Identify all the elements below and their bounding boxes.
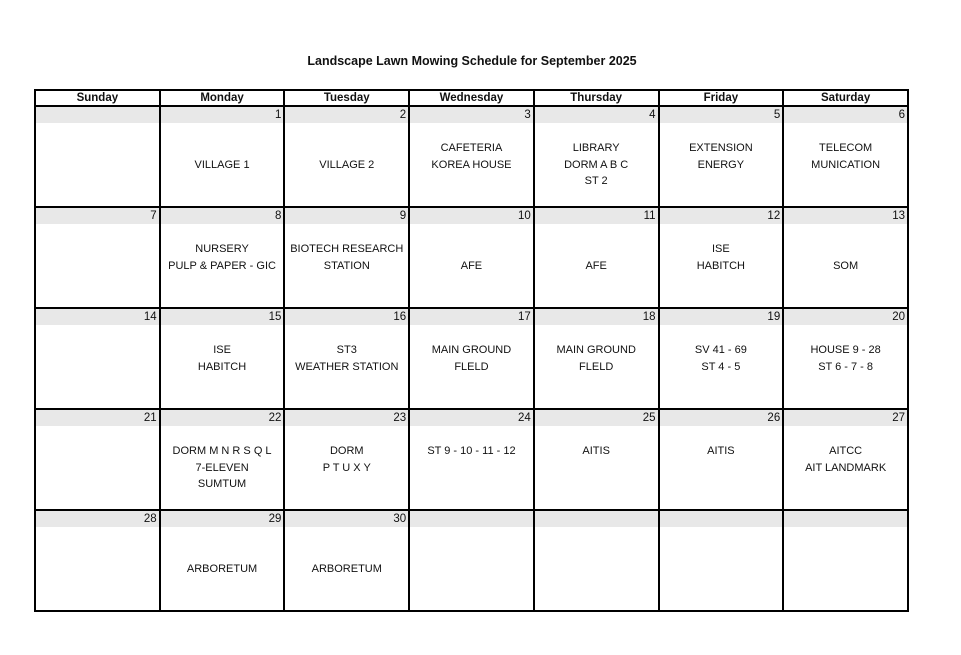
day-schedule	[410, 224, 533, 274]
day-schedule	[161, 426, 284, 493]
day-schedule	[784, 527, 907, 544]
calendar-day-cell	[160, 409, 285, 510]
day-schedule	[36, 224, 159, 241]
schedule-location: STATION	[323, 259, 370, 272]
day-schedule	[285, 325, 408, 375]
day-schedule	[660, 426, 783, 460]
day-schedule	[784, 224, 907, 274]
schedule-location: VILLAGE 1	[194, 158, 250, 171]
calendar-day-cell	[659, 207, 784, 308]
day-number: 13	[784, 208, 907, 224]
day-number: 11	[535, 208, 658, 224]
schedule-location: MUNICATION	[811, 158, 881, 171]
schedule-location: HOUSE 9 - 28	[810, 344, 881, 356]
schedule-location: AITCC	[829, 445, 863, 457]
calendar-day-cell	[35, 106, 160, 207]
calendar-day-cell	[35, 308, 160, 409]
calendar-day-cell	[160, 106, 285, 207]
calendar-day-cell	[409, 308, 534, 409]
calendar-day-cell	[534, 308, 659, 409]
schedule-location: DORM M N R S Q L	[172, 445, 272, 457]
day-schedule	[285, 426, 408, 476]
day-number: 8	[161, 208, 284, 224]
schedule-location: NURSERY	[195, 243, 249, 255]
schedule-location	[786, 241, 905, 258]
calendar-day-cell	[160, 207, 285, 308]
calendar-day-cell	[284, 207, 409, 308]
weekday-tuesday: Tuesday	[284, 90, 409, 106]
weekday-thursday: Thursday	[534, 90, 659, 106]
day-number: 9	[285, 208, 408, 224]
calendar-week-row	[35, 308, 908, 409]
day-schedule	[410, 527, 533, 544]
weekday-friday: Friday	[659, 90, 784, 106]
day-number: 19	[660, 309, 783, 325]
weekday-sunday: Sunday	[35, 90, 160, 106]
schedule-location: MAIN GROUND	[431, 344, 512, 356]
calendar-day-cell	[783, 106, 908, 207]
calendar-day-cell	[659, 510, 784, 611]
calendar-day-cell	[783, 409, 908, 510]
calendar-day-cell	[409, 510, 534, 611]
day-schedule	[161, 325, 284, 375]
day-schedule	[410, 325, 533, 375]
calendar-day-cell	[160, 510, 285, 611]
schedule-location: LIBRARY	[572, 142, 620, 154]
weekday-monday: Monday	[160, 90, 285, 106]
day-schedule	[535, 224, 658, 274]
schedule-location: EXTENSION	[689, 142, 753, 154]
calendar-day-cell	[659, 409, 784, 510]
schedule-location: SOM	[833, 259, 859, 272]
calendar-day-cell	[659, 106, 784, 207]
schedule-location: ARBORETUM	[186, 562, 258, 575]
day-schedule	[784, 426, 907, 476]
calendar-week-row	[35, 409, 908, 510]
day-schedule	[535, 426, 658, 460]
calendar-day-cell	[284, 308, 409, 409]
schedule-location: FLELD	[454, 360, 489, 373]
calendar-week-row	[35, 106, 908, 207]
day-number: 21	[36, 410, 159, 426]
day-schedule	[161, 123, 284, 173]
schedule-location: AFE	[460, 259, 483, 272]
day-number: 10	[410, 208, 533, 224]
calendar-day-cell	[409, 106, 534, 207]
day-number: 17	[410, 309, 533, 325]
calendar-day-cell	[659, 308, 784, 409]
schedule-location: VILLAGE 2	[319, 158, 375, 171]
day-schedule	[410, 426, 533, 460]
schedule-location	[412, 241, 531, 258]
day-number: 18	[535, 309, 658, 325]
calendar-day-cell	[284, 106, 409, 207]
day-schedule	[660, 527, 783, 544]
schedule-location: DORM	[329, 445, 364, 457]
schedule-location: ST 2	[584, 175, 608, 187]
day-number: 12	[660, 208, 783, 224]
schedule-location	[163, 544, 282, 561]
schedule-location: AITIS	[707, 445, 735, 457]
day-schedule	[36, 426, 159, 443]
day-number: 6	[784, 107, 907, 123]
day-number: 22	[161, 410, 284, 426]
day-schedule	[36, 325, 159, 342]
weekday-saturday: Saturday	[783, 90, 908, 106]
calendar-day-cell	[35, 409, 160, 510]
calendar-day-cell	[35, 510, 160, 611]
schedule-location: SV 41 - 69	[694, 344, 747, 356]
calendar-day-cell	[783, 308, 908, 409]
day-schedule	[784, 123, 907, 173]
schedule-location: CAFETERIA	[440, 142, 503, 154]
calendar-day-cell	[534, 207, 659, 308]
calendar-day-cell	[284, 409, 409, 510]
calendar-day-cell	[284, 510, 409, 611]
day-number: 16	[285, 309, 408, 325]
day-schedule	[784, 325, 907, 375]
schedule-location: ENERGY	[697, 158, 745, 171]
page-title: Landscape Lawn Mowing Schedule for September 2025	[307, 54, 637, 68]
day-schedule	[161, 224, 284, 274]
day-schedule	[36, 527, 159, 544]
day-schedule	[535, 527, 658, 544]
schedule-location	[287, 140, 406, 157]
calendar-day-cell	[534, 409, 659, 510]
weekday-wednesday: Wednesday	[409, 90, 534, 106]
day-schedule	[660, 123, 783, 173]
day-number: 27	[784, 410, 907, 426]
schedule-location: MAIN GROUND	[556, 344, 636, 356]
day-number: 20	[784, 309, 907, 325]
schedule-location: ST3	[336, 344, 357, 356]
day-number: 28	[36, 511, 159, 527]
calendar-day-cell	[783, 510, 908, 611]
schedule-location: FLELD	[579, 360, 614, 373]
schedule-location: DORM A B C	[564, 158, 629, 171]
schedule-location: SUMTUM	[197, 478, 247, 490]
day-schedule	[535, 325, 658, 375]
day-number	[660, 511, 783, 527]
day-number	[36, 107, 159, 123]
day-schedule	[285, 527, 408, 577]
day-number: 24	[410, 410, 533, 426]
day-schedule	[36, 123, 159, 140]
schedule-location: AITIS	[582, 445, 610, 457]
schedule-location: HABITCH	[197, 360, 247, 373]
schedule-location: HABITCH	[696, 259, 745, 272]
day-number: 7	[36, 208, 159, 224]
day-number: 25	[535, 410, 658, 426]
day-schedule	[285, 123, 408, 173]
schedule-location: ISE	[213, 344, 231, 356]
day-schedule	[535, 123, 658, 190]
calendar-day-cell	[409, 207, 534, 308]
day-number	[535, 511, 658, 527]
schedule-location: PULP & PAPER - GIC	[168, 259, 276, 272]
calendar-body	[35, 106, 908, 611]
schedule-location: P T U X Y	[322, 461, 371, 474]
schedule-location: ISE	[712, 243, 730, 255]
calendar-day-cell	[409, 409, 534, 510]
schedule-location: ARBORETUM	[311, 562, 382, 575]
day-schedule	[285, 224, 408, 274]
schedule-location	[537, 241, 656, 258]
schedule-location: AFE	[585, 259, 607, 272]
schedule-location: WEATHER STATION	[295, 360, 399, 373]
day-number: 30	[285, 511, 408, 527]
weekday-header-row	[35, 90, 908, 106]
day-number: 15	[161, 309, 284, 325]
day-schedule	[660, 325, 783, 375]
day-number	[410, 511, 533, 527]
day-schedule	[161, 527, 284, 577]
schedule-location	[163, 140, 282, 157]
day-number: 4	[535, 107, 658, 123]
day-number	[784, 511, 907, 527]
calendar-day-cell	[534, 106, 659, 207]
schedule-location: ST 9 - 10 - 11 - 12	[427, 445, 516, 457]
calendar-day-cell	[783, 207, 908, 308]
schedule-location: ST 6 - 7 - 8	[818, 360, 874, 373]
calendar-week-row	[35, 207, 908, 308]
schedule-location: ST 4 - 5	[701, 360, 741, 373]
day-number: 29	[161, 511, 284, 527]
day-number: 1	[161, 107, 284, 123]
schedule-location: KOREA HOUSE	[431, 158, 512, 171]
schedule-location: BIOTECH RESEARCH	[290, 243, 404, 255]
day-number: 23	[285, 410, 408, 426]
day-number: 5	[660, 107, 783, 123]
day-number: 2	[285, 107, 408, 123]
day-number: 26	[660, 410, 783, 426]
day-schedule	[660, 224, 783, 274]
calendar-day-cell	[534, 510, 659, 611]
schedule-location: AIT LANDMARK	[805, 461, 887, 474]
calendar-table	[34, 89, 909, 612]
schedule-location	[287, 544, 406, 561]
schedule-location: TELECOM	[819, 142, 873, 154]
day-schedule	[410, 123, 533, 173]
day-number: 14	[36, 309, 159, 325]
calendar-week-row	[35, 510, 908, 611]
day-number: 3	[410, 107, 533, 123]
calendar-day-cell	[160, 308, 285, 409]
calendar-day-cell	[35, 207, 160, 308]
schedule-location: 7-ELEVEN	[195, 461, 249, 474]
